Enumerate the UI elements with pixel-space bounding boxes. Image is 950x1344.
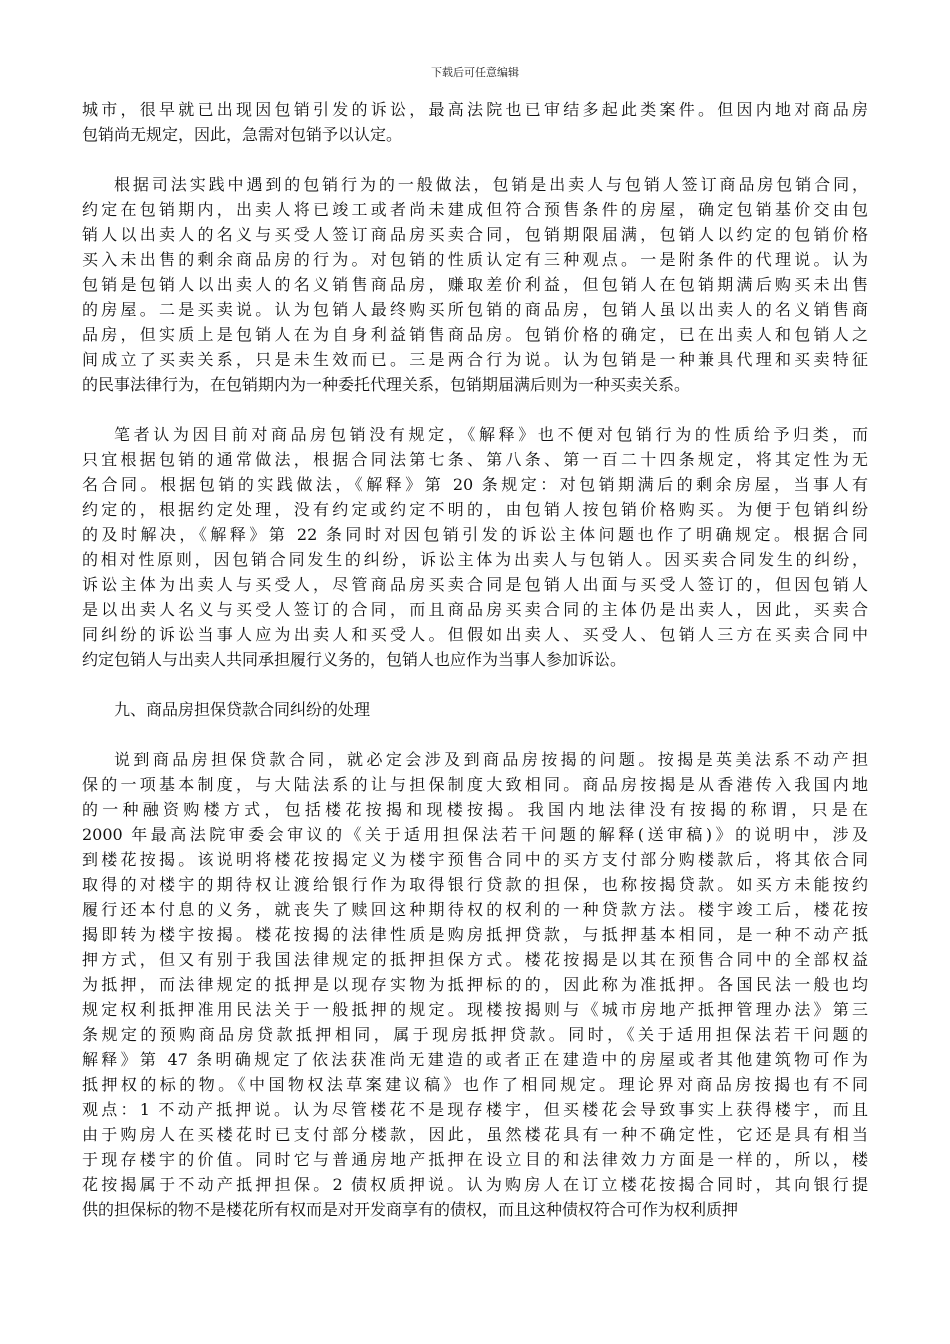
text-line: 供的担保标的物不是楼花所有权而是对开发商享有的债权，而且这种债权符合可作为权利质押 xyxy=(82,1200,739,1219)
page-header: 下载后可任意编辑 xyxy=(431,66,519,79)
text-line: 的民事法律行为，在包销期内为一种委托代理关系，包销期届满后则为一种买卖关系。 xyxy=(82,375,691,394)
text-line: 说到商品房担保贷款合同，就必定会涉及到商品房按揭的问题。按揭是英美法系不动产担 xyxy=(114,750,868,769)
text-line: 取得的对楼宇的期待权让渡给银行作为取得银行贷款的担保，也称按揭贷款。如买方未能按约 xyxy=(82,875,868,894)
text-line: 履行还本付息的义务，就丧失了赎回这种期待权的权利的一种贷款方法。楼宇竣工后，楼花按 xyxy=(82,900,868,919)
text-line: 根据司法实践中遇到的包销行为的一般做法，包销是出卖人与包销人签订商品房包销合同， xyxy=(114,175,868,194)
text-line: 条规定的预购商品房贷款抵押相同，属于现房抵押贷款。同时，《关于适用担保法若干问题的 xyxy=(82,1025,868,1044)
text-line: 买入未出售的剩余商品房的行为。对包销的性质认定有三种观点。一是附条件的代理说。认为 xyxy=(82,250,868,269)
text-line: 笔者认为因目前对商品房包销没有规定，《解释》也不便对包销行为的性质给予归类，而 xyxy=(114,425,868,444)
text-line: 包销是包销人以出卖人的名义销售商品房，赚取差价利益，但包销人在包销期满后购买未出售 xyxy=(82,275,868,294)
text-line: 花按揭属于不动产抵押担保。2 债权质押说。认为购房人在订立楼花按揭合同时，其向银行提 xyxy=(82,1175,868,1194)
document-body xyxy=(82,97,868,1222)
paragraph-spacer xyxy=(82,397,868,422)
text-line: 的相对性原则，因包销合同发生的纠纷，诉讼主体为出卖人与包销人。因买卖合同发生的纠纷， xyxy=(82,550,868,569)
text-line: 诉讼主体为出卖人与买受人，尽管商品房买卖合同是包销人出面与买受人签订的，但因包销人 xyxy=(82,575,868,594)
text-line: 同纠纷的诉讼当事人应为出卖人和买受人。但假如出卖人、买受人、包销人三方在买卖合同中 xyxy=(82,625,868,644)
paragraph xyxy=(82,697,868,722)
text-line: 的一种融资购楼方式，包括楼花按揭和现楼按揭。我国内地法律没有按揭的称谓，只是在 xyxy=(82,800,868,819)
text-line: 于现存楼宇的价值。同时它与普通房地产抵押在设立目的和法律效力方面是一样的，所以，楼 xyxy=(82,1150,868,1169)
text-line: 约定在包销期内，出卖人将已竣工或者尚未建成但符合预售条件的房屋，确定包销基价交由包 xyxy=(82,200,868,219)
paragraph-spacer xyxy=(82,147,868,172)
text-line: 为抵押，而法律规定的抵押是以现存实物为抵押标的的，因此称为准抵押。各国民法一般也均 xyxy=(82,975,868,994)
paragraph-spacer xyxy=(82,722,868,747)
text-line: 观点：1 不动产抵押说。认为尽管楼花不是现存楼宇，但买楼花会导致事实上获得楼宇，而且 xyxy=(82,1100,868,1119)
text-line: 抵押权的标的物。《中国物权法草案建议稿》也作了相同规定。理论界对商品房按揭也有不同 xyxy=(82,1075,868,1094)
text-line: 规定权利抵押准用民法关于一般抵押的规定。现楼按揭则与《城市房地产抵押管理办法》第三 xyxy=(82,1000,868,1019)
text-line: 约定的，根据约定处理，没有约定或约定不明的，由包销人按包销价格购买。为便于包销纠纷 xyxy=(82,500,868,519)
text-line: 九、商品房担保贷款合同纠纷的处理 xyxy=(114,700,371,719)
text-line: 是以出卖人名义与买受人签订的合同，而且商品房买卖合同的主体仍是出卖人，因此，买卖合 xyxy=(82,600,868,619)
paragraph xyxy=(82,747,868,1222)
text-line: 2000 年最高法院审委会审议的《关于适用担保法若干问题的解释(送审稿)》的说明中，涉及 xyxy=(82,825,868,844)
text-line: 约定包销人与出卖人共同承担履行义务的，包销人也应作为当事人参加诉讼。 xyxy=(82,650,627,669)
text-line: 揭即转为楼宇按揭。楼花按揭的法律性质是购房抵押贷款，与抵押基本相同，是一种不动产抵 xyxy=(82,925,868,944)
text-line: 解释》第 47 条明确规定了依法获准尚无建造的或者正在建造中的房屋或者其他建筑物可作为 xyxy=(82,1050,868,1069)
paragraph xyxy=(82,422,868,672)
text-line: 包销尚无规定，因此，急需对包销予以认定。 xyxy=(82,125,403,144)
text-line: 城市，很早就已出现因包销引发的诉讼，最高法院也已审结多起此类案件。但因内地对商品房 xyxy=(82,100,868,119)
text-line: 间成立了买卖关系，只是未生效而已。三是两合行为说。认为包销是一种兼具代理和买卖特征 xyxy=(82,350,868,369)
text-line: 品房，但实质上是包销人在为自身利益销售商品房。包销价格的确定，已在出卖人和包销人之 xyxy=(82,325,868,344)
paragraph xyxy=(82,172,868,397)
text-line: 保的一项基本制度，与大陆法系的让与担保制度大致相同。商品房按揭是从香港传入我国内地 xyxy=(82,775,868,794)
paragraph xyxy=(82,97,868,147)
text-line: 名合同。根据包销的实践做法，《解释》第 20 条规定：对包销期满后的剩余房屋，当事人有 xyxy=(82,475,868,494)
paragraph-spacer xyxy=(82,672,868,697)
text-line: 销人以出卖人的名义与买受人签订商品房买卖合同，包销期限届满，包销人以约定的包销价格 xyxy=(82,225,868,244)
text-line: 的房屋。二是买卖说。认为包销人最终购买所包销的商品房，包销人虽以出卖人的名义销售商 xyxy=(82,300,868,319)
text-line: 只宜根据包销的通常做法，根据合同法第七条、第八条、第一百二十四条规定，将其定性为无 xyxy=(82,450,868,469)
text-line: 的及时解决，《解释》第 22 条同时对因包销引发的诉讼主体问题也作了明确规定。根据合同 xyxy=(82,525,868,544)
text-line: 到楼花按揭。该说明将楼花按揭定义为楼宇预售合同中的买方支付部分购楼款后，将其依合同 xyxy=(82,850,868,869)
text-line: 由于购房人在买楼花时已支付部分楼款，因此，虽然楼花具有一种不确定性，它还是具有相当 xyxy=(82,1125,868,1144)
text-line: 押方式，但又有别于我国法律规定的抵押担保方式。楼花按揭是以其在预售合同中的全部权益 xyxy=(82,950,868,969)
